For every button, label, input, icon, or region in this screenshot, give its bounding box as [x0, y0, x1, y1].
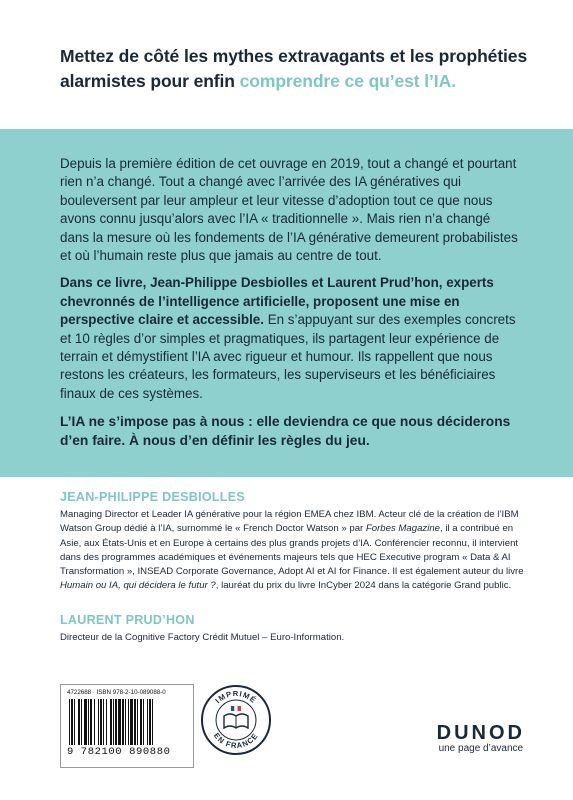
imprime-en-france-seal	[200, 684, 272, 756]
barcode-bar	[110, 699, 112, 745]
barcode-bar	[122, 699, 124, 745]
barcode-bar	[94, 699, 95, 745]
barcode-bar	[128, 699, 129, 745]
author-bio-2	[60, 613, 530, 645]
barcode-bar	[78, 699, 80, 745]
barcode-bar	[90, 699, 92, 745]
magazine-title: Forbes Magazine	[365, 523, 441, 535]
barcode-bar	[137, 699, 138, 745]
barcode-bar	[140, 699, 142, 745]
author-bio-text	[60, 508, 530, 594]
barcode-bar	[115, 699, 117, 745]
barcode-bar	[98, 699, 99, 745]
barcode-bar	[71, 699, 73, 745]
barcode-bar	[88, 699, 89, 745]
bio-part: , lauréat du prix du livre InCyber 2024 dans la catégorie Grand public.	[215, 580, 512, 592]
headline-text: Mettez de côté les mythes extravagants et les prophéties alarmistes pour enfin	[60, 46, 528, 91]
bio-part: , il a contribué en Asie, aux États-Unis et en Europe à certains des plus grands projets d’IA. Conférencier reconnu, il intervient dans des programmes académiques et événements majeurs tels que HEC Executive program « Data & AI Transformation », INSEAD Corporate Governance, Adopt AI et AI for Finance. Il est également auteur du livre	[60, 523, 524, 578]
author-bio-1	[60, 490, 530, 594]
description-paragraph-2-bold: Dans ce livre, Jean-Philippe Desbiolles et Laurent Prud’hon, experts chevronnés de l’intelligence artificielle, proposent une mise en perspective claire et accessible.	[60, 275, 494, 328]
description-paragraph-2-rest: En s’appuyant sur des exemples concrets et 10 règles d’or simples et pragmatiques, ils partagent leur expérience de terrain et démystifient l’IA avec rigueur et humour. Ils rappellent que nous restons les créateurs, les formateurs, les superviseurs et les bénéficiaires finaux de ces systèmes.	[60, 312, 516, 401]
barcode-bar	[125, 699, 126, 745]
barcode-bar	[134, 699, 136, 745]
barcode-bar	[103, 699, 104, 745]
barcode-bar	[84, 699, 87, 745]
headline-accent: comprendre ce qu’est l’IA.	[239, 71, 456, 91]
barcode	[60, 684, 194, 768]
barcode-bar	[74, 699, 75, 745]
closing-statement: L’IA ne s’impose pas à nous : elle deviendra ce que nous déciderons d’en faire. À nous d’en définir les règles du jeu.	[60, 414, 511, 449]
publisher-logo	[437, 722, 525, 754]
barcode-bar	[147, 699, 148, 745]
flag-icon	[231, 706, 241, 711]
barcode-bar	[106, 699, 107, 745]
headline	[60, 44, 540, 94]
publisher-tagline: une page d’avance	[438, 743, 524, 754]
seal-top-text: IMPRIMÉ	[213, 689, 259, 706]
book-title: Humain ou IA, qui décidera le futur ?	[60, 580, 216, 592]
publisher-name: DUNOD	[436, 722, 525, 744]
author-name: LAURENT PRUD’HON	[60, 613, 195, 627]
barcode-bar	[100, 699, 102, 745]
barcode-bar	[149, 699, 151, 745]
barcode-digits: 9 782100 890880	[67, 746, 171, 758]
barcode-bar	[152, 699, 153, 745]
barcode-bar	[130, 699, 133, 745]
author-name: JEAN-PHILIPPE DESBIOLLES	[60, 490, 246, 504]
isbn-line: 4722688 · ISBN 978-2-10-089088-0	[67, 689, 166, 696]
bio-part: Managing Director et Leader IA générative pour la région EMEA chez IBM. Acteur clé de la création de l’IBM Watson Group dédié à l’IA, surnommé le « French Doctor Watson » par	[60, 509, 519, 535]
barcode-bars	[67, 699, 187, 745]
barcode-bar	[113, 699, 114, 745]
description	[60, 155, 522, 459]
barcode-bar	[81, 699, 82, 745]
barcode-bar	[143, 699, 144, 745]
barcode-bar	[118, 699, 121, 745]
description-paragraph-1: Depuis la première édition de cet ouvrage en 2019, tout a changé et pourtant rien n’a changé. Tout a changé avec l’arrivée des IA génératives qui bouleversent par leur ampleur et leur vitesse d’adoption tout ce que nous avons connu jusqu’alors avec l’IA « traditionnelle ». Mais rien n’a changé dans la mesure où les fondements de l’IA générative demeurent probabilistes et où l’humain reste plus que jamais au centre de tout.	[60, 156, 518, 264]
description-paragraph-2	[60, 274, 522, 403]
seal-bottom-text: EN FRANCE	[211, 731, 261, 751]
barcode-bar	[69, 699, 70, 745]
author-bio-text: Directeur de la Cognitive Factory Crédit Mutuel – Euro-Information.	[60, 632, 345, 643]
